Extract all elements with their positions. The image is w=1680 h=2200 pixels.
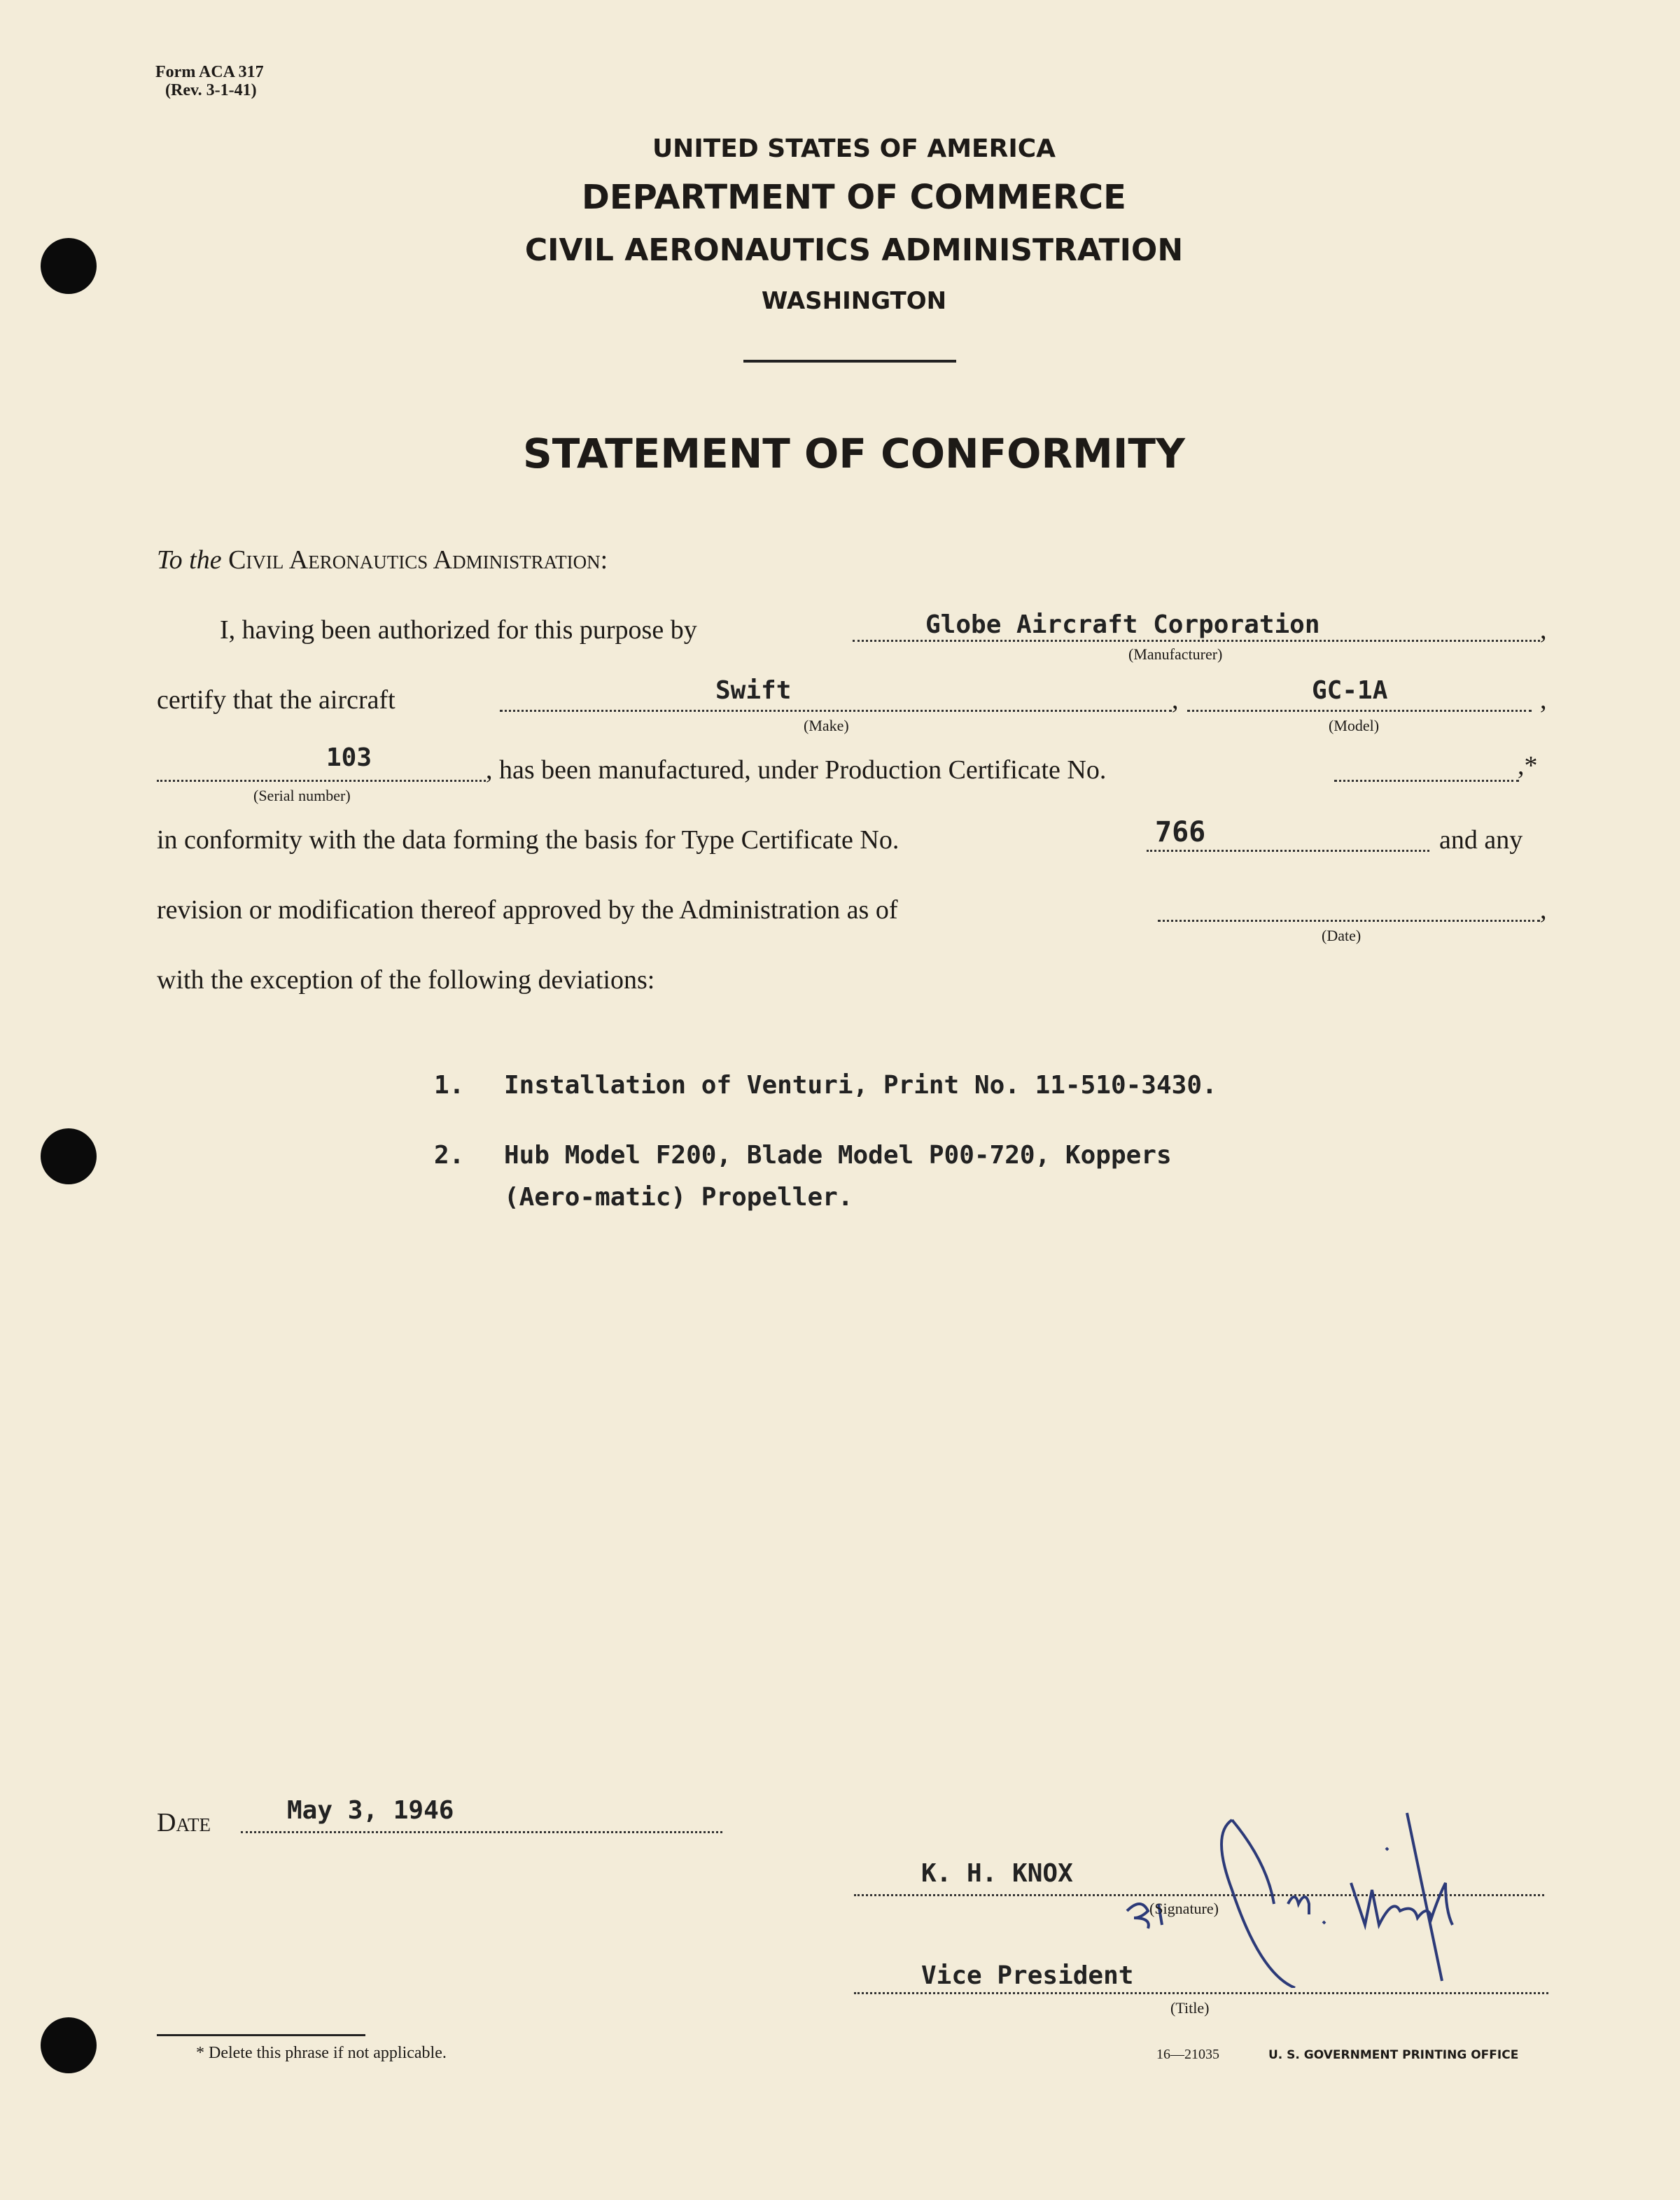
comma: , bbox=[1540, 615, 1547, 645]
page-title: STATEMENT OF CONFORMITY bbox=[522, 430, 1185, 477]
salutation bbox=[157, 545, 608, 575]
salutation-prefix: To the bbox=[157, 545, 222, 575]
punch-hole bbox=[41, 2017, 97, 2073]
model-label: (Model) bbox=[1329, 717, 1380, 734]
footnote-rule bbox=[157, 2034, 365, 2036]
serial-field[interactable]: 103 bbox=[326, 743, 372, 772]
date-field-line bbox=[241, 1831, 722, 1833]
salutation-addressee: Civil Aeronautics Administration bbox=[228, 545, 601, 575]
printer: U. S. GOVERNMENT PRINTING OFFICE bbox=[1268, 2048, 1519, 2062]
manufacturer-field-line bbox=[853, 640, 1540, 642]
footnote: * Delete this phrase if not applicable. bbox=[196, 2044, 447, 2062]
serial-field-line bbox=[157, 780, 486, 782]
handwritten-signature bbox=[1120, 1806, 1554, 1988]
form-revision: (Rev. 3-1-41) bbox=[165, 81, 257, 99]
salutation-colon: : bbox=[600, 545, 608, 575]
model-field[interactable]: GC-1A bbox=[1312, 676, 1388, 705]
deviation-1-number: 1. bbox=[434, 1071, 465, 1100]
date-label: (Date) bbox=[1322, 927, 1362, 944]
comma: , bbox=[1540, 685, 1547, 715]
manufacturer-label: (Manufacturer) bbox=[1128, 645, 1223, 663]
title-label: (Title) bbox=[1170, 1999, 1210, 2017]
deviation-2-text: Hub Model F200, Blade Model P00-720, Koppers bbox=[504, 1141, 1172, 1170]
body-line-6: with the exception of the following deviations: bbox=[157, 965, 655, 995]
type-cert-field-line bbox=[1147, 850, 1429, 852]
body-line-1: I, having been authorized for this purpose by bbox=[220, 615, 697, 645]
deviation-2-text-cont: (Aero-matic) Propeller. bbox=[504, 1183, 853, 1212]
make-field-line bbox=[500, 710, 1172, 712]
make-field[interactable]: Swift bbox=[715, 676, 792, 705]
header-agency: CIVIL AERONAUTICS ADMINISTRATION bbox=[524, 232, 1184, 268]
header-divider bbox=[743, 360, 956, 363]
header-city: WASHINGTON bbox=[761, 287, 947, 315]
comma: , bbox=[1172, 685, 1179, 715]
header-country: UNITED STATES OF AMERICA bbox=[652, 134, 1056, 163]
approval-date-field-line[interactable] bbox=[1158, 920, 1540, 922]
punch-hole bbox=[41, 1128, 97, 1184]
body-line-2: certify that the aircraft bbox=[157, 685, 396, 715]
make-label: (Make) bbox=[804, 717, 849, 734]
production-cert-field-line[interactable] bbox=[1334, 780, 1519, 782]
deviation-2-number: 2. bbox=[434, 1141, 465, 1170]
date-caption: Date bbox=[157, 1808, 211, 1837]
signer-typed-name: K. H. KNOX bbox=[921, 1859, 1073, 1888]
print-code: 16—21035 bbox=[1156, 2047, 1219, 2062]
body-line-4: in conformity with the data forming the basis for Type Certificate No. bbox=[157, 825, 899, 855]
comma: , bbox=[1540, 895, 1547, 925]
form-number bbox=[155, 63, 264, 99]
deviation-1-text: Installation of Venturi, Print No. 11-510-3430. bbox=[504, 1071, 1217, 1100]
type-cert-field[interactable]: 766 bbox=[1155, 816, 1206, 848]
signature-label: (Signature) bbox=[1149, 1900, 1219, 1917]
production-cert-asterisk: ,* bbox=[1518, 751, 1538, 780]
body-line-3: , has been manufactured, under Production Certificate No. bbox=[486, 755, 1107, 785]
model-field-line bbox=[1187, 710, 1532, 712]
serial-label: (Serial number) bbox=[253, 787, 351, 804]
header-department: DEPARTMENT OF COMMERCE bbox=[582, 178, 1126, 217]
title-field-line bbox=[854, 1992, 1548, 1994]
signer-title: Vice President bbox=[921, 1961, 1134, 1990]
manufacturer-field[interactable]: Globe Aircraft Corporation bbox=[925, 610, 1320, 639]
body-line-5: revision or modification thereof approved by the Administration as of bbox=[157, 895, 898, 925]
form-id: Form ACA 317 bbox=[155, 63, 264, 81]
body-line-4-end: and any bbox=[1439, 825, 1523, 855]
date-field[interactable]: May 3, 1946 bbox=[287, 1796, 454, 1825]
